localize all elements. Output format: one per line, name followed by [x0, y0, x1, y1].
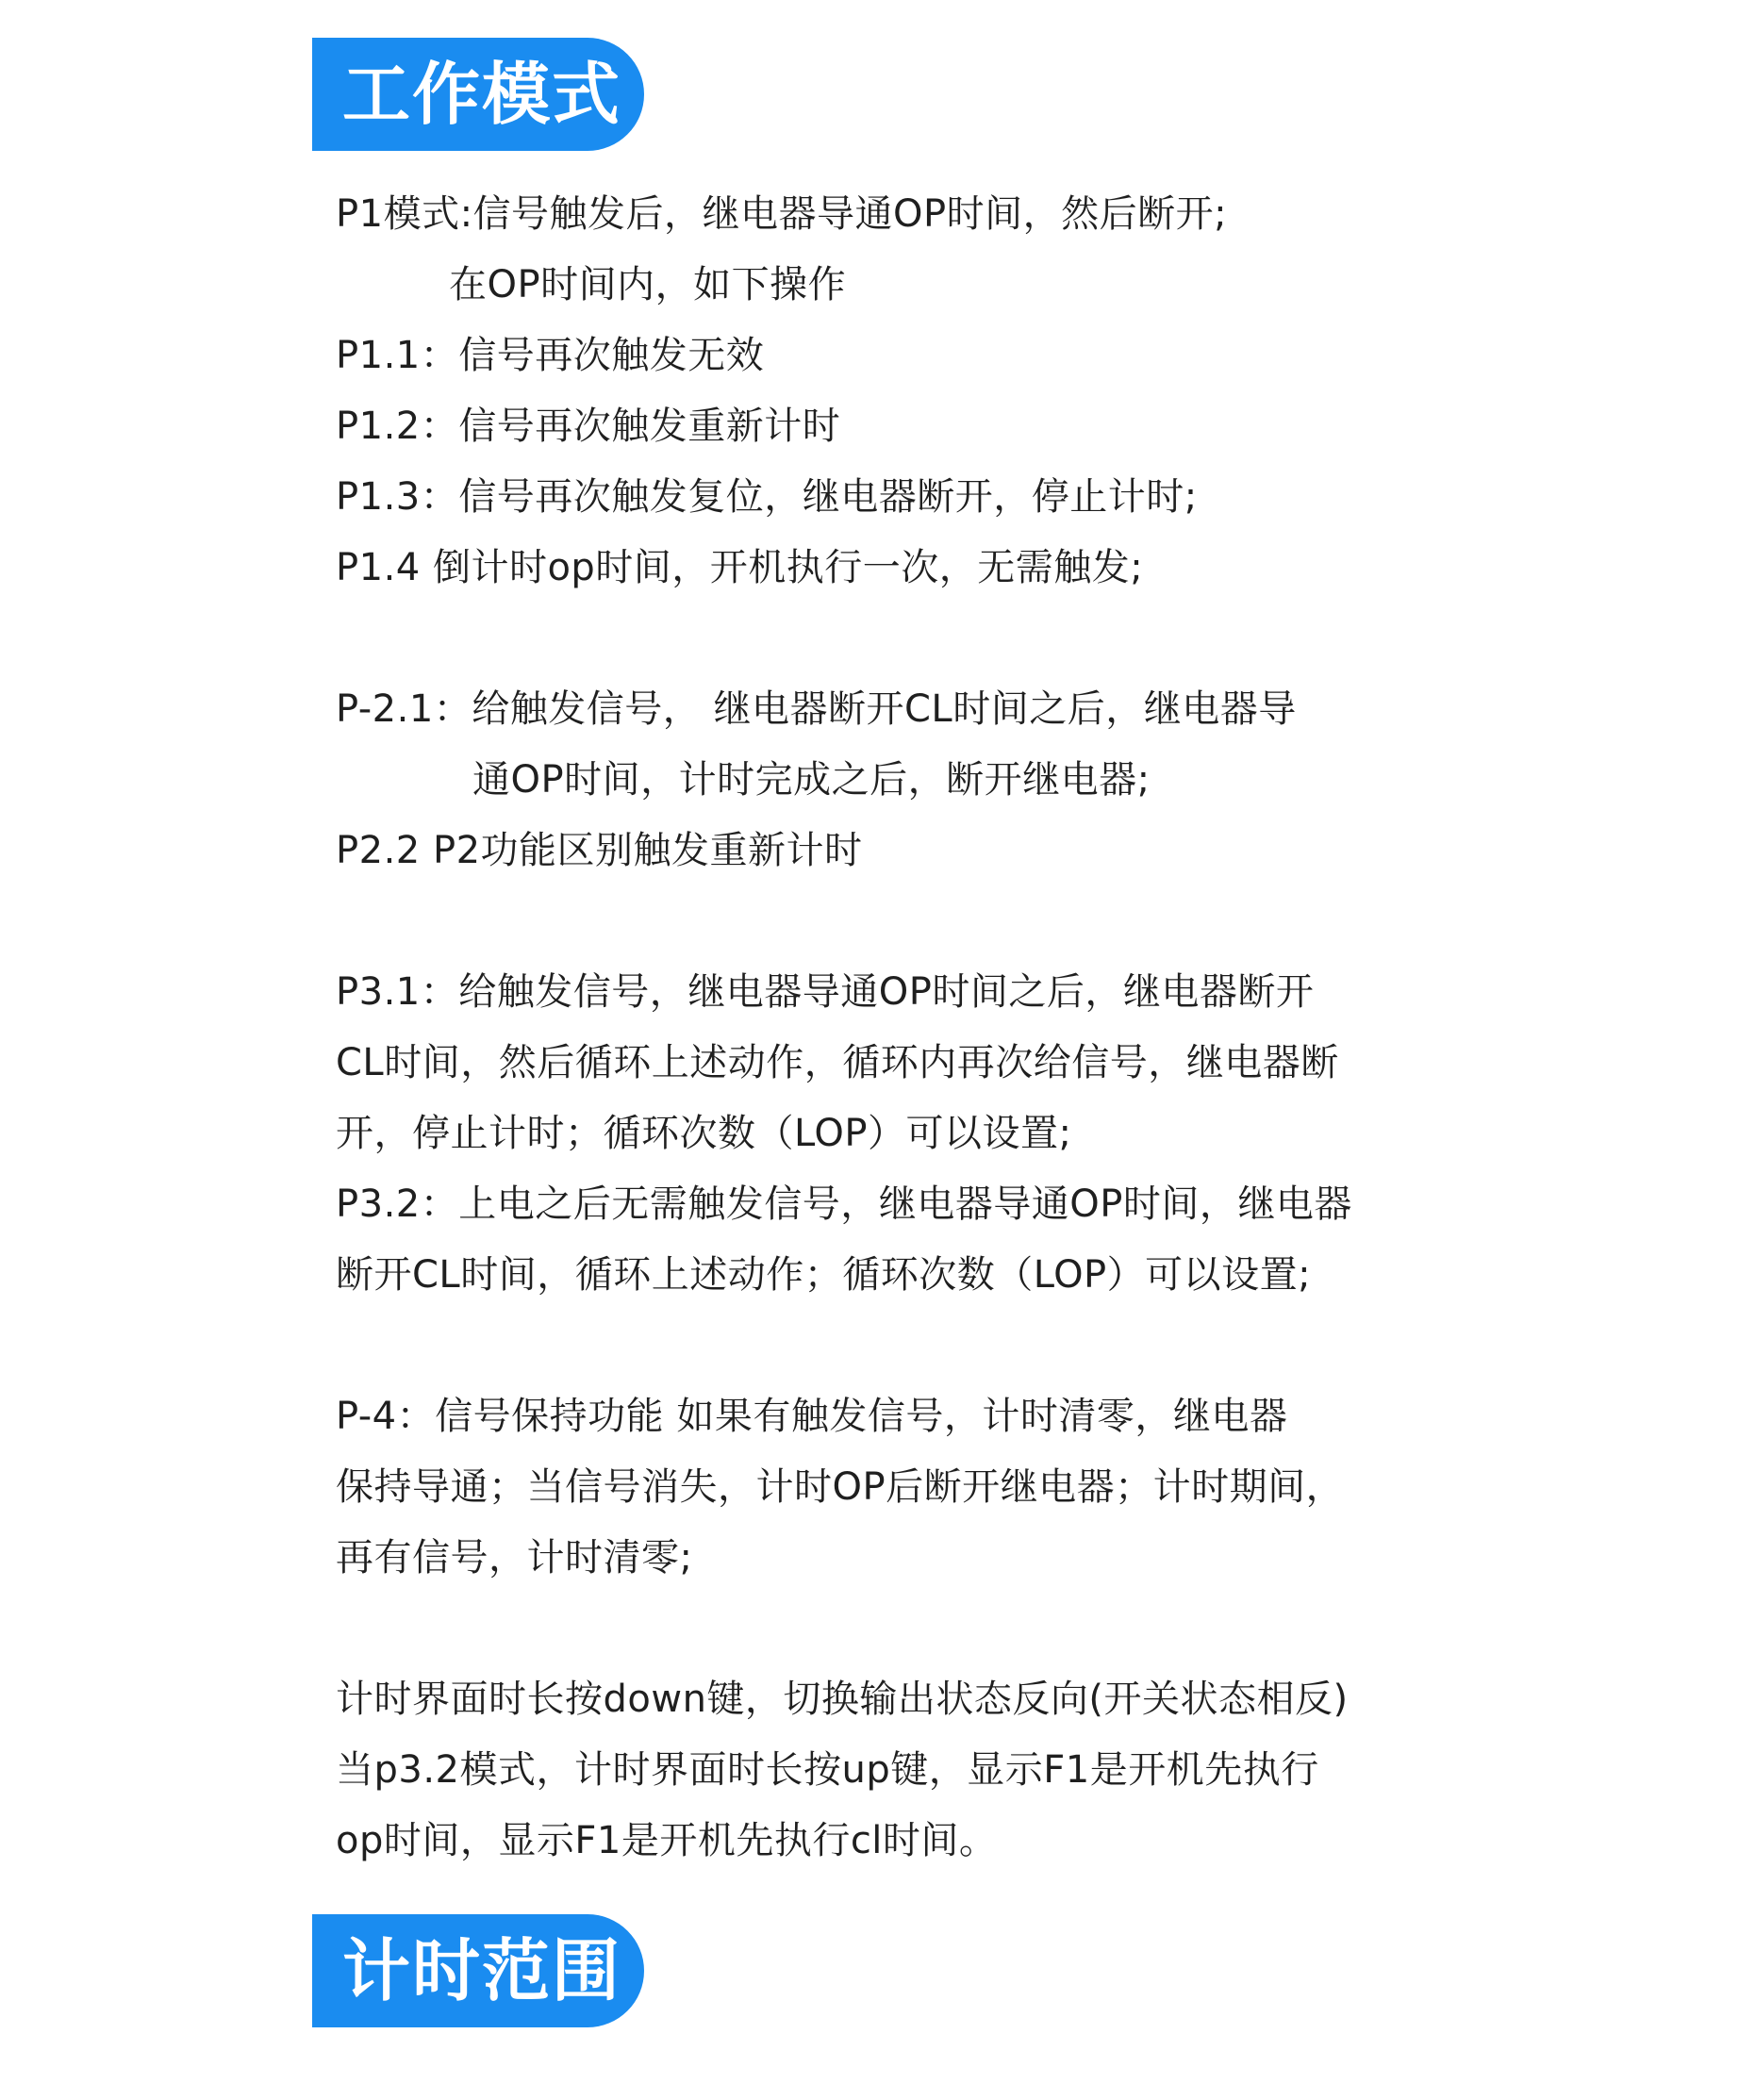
- p1-4-line: P1.4 倒计时op时间，开机执行一次，无需触发;: [336, 546, 1144, 589]
- p3-2-line-a: P3.2：上电之后无需触发信号，继电器导通OP时间，继电器: [336, 1182, 1352, 1226]
- p2-2-line: P2.2 P2功能区别触发重新计时: [336, 829, 863, 872]
- section-header-work-mode: [312, 38, 644, 151]
- p3-1-line-b: CL时间，然后循环上述动作，循环内再次给信号，继电器断: [336, 1041, 1339, 1084]
- p3-1-line-a: P3.1：给触发信号，继电器导通OP时间之后，继电器断开: [336, 970, 1315, 1014]
- spacer: [336, 604, 1420, 674]
- p4-line-a: P-4：信号保持功能 如果有触发信号，计时清零，继电器: [336, 1395, 1288, 1438]
- spacer: [336, 1311, 1420, 1381]
- section-title-timing-range: 计时范围: [342, 1931, 622, 2010]
- work-mode-description: [336, 179, 1420, 1877]
- p1-mode-line: P1模式:信号触发后，继电器导通OP时间，然后断开;: [336, 192, 1228, 236]
- p1-1-line: P1.1：信号再次触发无效: [336, 334, 765, 377]
- p1-2-line: P1.2：信号再次触发重新计时: [336, 405, 841, 448]
- note-line-b: 当p3.2模式，计时界面时长按up键，显示F1是开机先执行: [336, 1748, 1319, 1792]
- p1-sub-line: 在OP时间内，如下操作: [449, 263, 847, 306]
- p4-line-c: 再有信号，计时清零;: [336, 1536, 693, 1579]
- note-line-c: op时间，显示F1是开机先执行cl时间。: [336, 1819, 998, 1862]
- p1-3-line: P1.3：信号再次触发复位，继电器断开，停止计时;: [336, 475, 1198, 519]
- p3-2-line-b: 断开CL时间，循环上述动作；循环次数（LOP）可以设置;: [336, 1253, 1312, 1297]
- section-header-timing-range: [312, 1914, 644, 2027]
- spacer: [336, 886, 1420, 957]
- section-title-work-mode: 工作模式: [342, 55, 622, 134]
- p3-1-line-c: 开，停止计时；循环次数（LOP）可以设置;: [336, 1112, 1072, 1155]
- p2-1-line-a: P-2.1：给触发信号， 继电器断开CL时间之后，继电器导: [336, 687, 1297, 731]
- p2-1-line-b: 通OP时间，计时完成之后，断开继电器;: [472, 758, 1151, 802]
- spacer: [336, 1594, 1420, 1664]
- note-line-a: 计时界面时长按down键，切换输出状态反向(开关状态相反): [336, 1678, 1349, 1721]
- p4-line-b: 保持导通；当信号消失，计时OP后断开继电器；计时期间，: [336, 1465, 1345, 1509]
